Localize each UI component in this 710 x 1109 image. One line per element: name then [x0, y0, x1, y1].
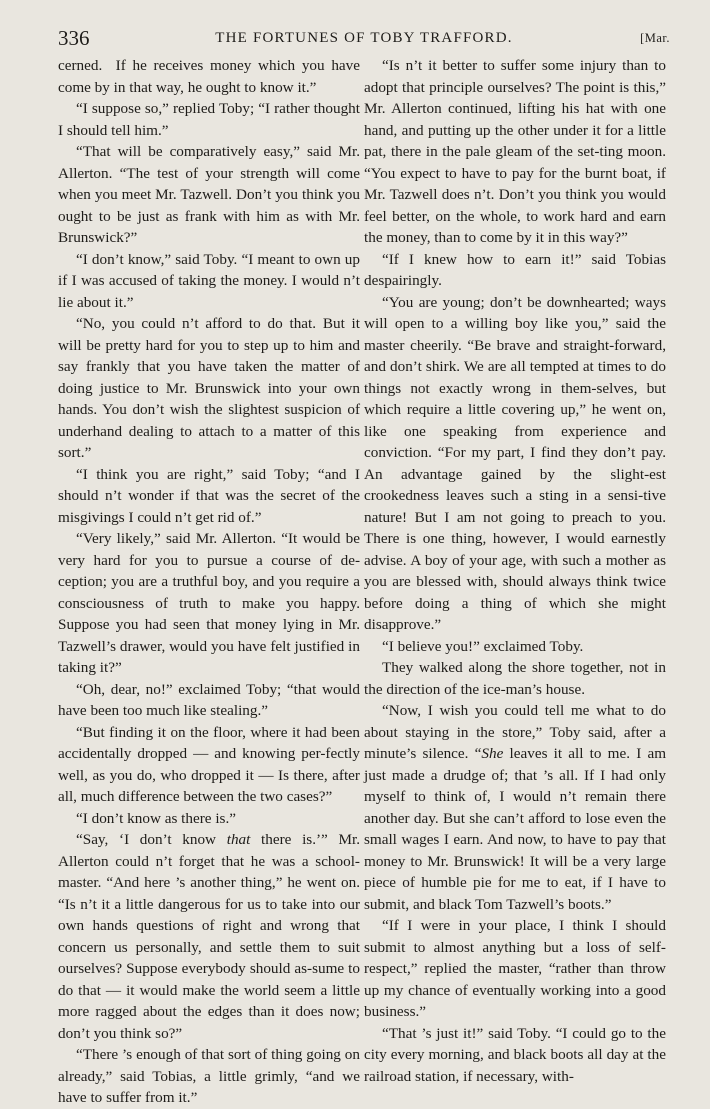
paragraph: “But finding it on the floor, where it had been accidentally dropped — and knowing per-fectly well, as you do, who dropped it — Is there, after all, much difference between the two cases?” — [58, 723, 360, 805]
issue-month: [Mar. — [640, 31, 670, 45]
paragraph: They walked along the shore together, not in the direction of the ice-man’s house. — [364, 659, 666, 698]
paragraph: “I don’t know as there is.” — [76, 809, 236, 827]
paragraph: cerned. If he receives money which you have come by in that way, he ought to know it.” — [58, 57, 360, 96]
paragraph: “Very likely,” said Mr. Allerton. “It would be very hard for you to pursue a course of de-ception; you are a truthful boy, and you require a consciousness of truth to make you happy. Suppose you had seen that money lying in Mr. Tazwell’s drawer, would you have felt justified in taking it?” — [58, 530, 360, 676]
paragraph: “That ’s just it!” said Toby. “I could go to the city every morning, and black boots all day at the railroad station, if necessary, with- — [364, 1024, 666, 1085]
running-title: THE FORTUNES OF TOBY TRAFFORD. — [215, 30, 513, 46]
right-column — [364, 55, 666, 1087]
page-header — [58, 28, 670, 52]
paragraph: “No, you could n’t afford to do that. But it will be pretty hard for you to step up to him and say frankly that you have taken the matter of doing justice to Mr. Brunswick into your own hands. You don’t wish the slightest suspicion of underhand dealing to attach to a matter of this sort.” — [58, 315, 360, 461]
paragraph: “If I were in your place, I think I should submit to almost anything but a loss of self-respect,” replied the master, “rather than throw up my chance of eventually working into a good business.” — [364, 917, 666, 1020]
paragraph: “Oh, dear, no!” exclaimed Toby; “that would have been too much like stealing.” — [58, 680, 360, 719]
paragraph: “I don’t know,” said Toby. “I meant to own up if I was accused of taking the money. I would n’t lie about it.” — [58, 250, 360, 311]
paragraph: “I believe you!” exclaimed Toby. — [382, 637, 584, 655]
page-number: 336 — [58, 26, 90, 50]
paragraph: “Say, ‘I don’t know that there is.’” Mr. Allerton could n’t forget that he was a school-master. “And here ’s another thing,” he went on. “Is n’t it a little dangerous for us to take into our own hands questions of right and wrong that concern us personally, and settle them to suit ourselves? Suppose everybody should as-sume to do that — it would make the world seem a little more ragged about the edges than it does now; don’t you think so?” — [58, 831, 360, 1042]
paragraph: “If I knew how to earn it!” said Tobias despairingly. — [364, 250, 666, 289]
paragraph: “That will be comparatively easy,” said Mr. Allerton. “The test of your strength will come when you meet Mr. Tazwell. Don’t you think you ought to be just as frank with him as with Mr. Brunswick?” — [58, 143, 360, 246]
paragraph: “I think you are right,” said Toby; “and I should n’t wonder if that was the secret of the misgivings I could n’t get rid of.” — [58, 465, 360, 526]
paragraph: “Now, I wish you could tell me what to do about staying in the store,” Toby said, after a minute’s silence. “She leaves it all to me. I am just made a drudge of; that ’s all. If I had only myself to think of, I would n’t remain there another day. But she can’t afford to lose even the small wages I earn. And now, to have to pay that money to Mr. Brunswick! It will be a very large piece of humble pie for me to eat, if I have to submit, and black Tom Tazwell’s boots.” — [364, 702, 667, 913]
paragraph: “Is n’t it better to suffer some injury than to adopt that principle ourselves? The point is this,” Mr. Allerton continued, lifting his hat with one hand, and putting up the other under it for a little pat, there in the pale gleam of the set-ting moon. “You expect to have to pay for the burnt boat, if Mr. Tazwell does n’t. Don’t you think you would feel better, on the whole, to work hard and earn the money, than to come by it in this way?” — [364, 57, 666, 246]
left-column — [58, 55, 360, 1109]
paragraph: “I suppose so,” replied Toby; “I rather thought I should tell him.” — [58, 100, 360, 139]
paragraph: “There ’s enough of that sort of thing going on already,” said Tobias, a little grimly, “and we have to suffer from it.” — [58, 1046, 360, 1106]
paragraph: “You are young; don’t be downhearted; ways will open to a willing boy like you,” said the master cheerily. “Be brave and straight-forward, and don’t shirk. We are all tempted at times to do things not exactly wrong in them-selves, but which require a little covering up,” he went on, like one speaking from experience and conviction. “For my part, I find they don’t pay. An advantage gained by the slight-est crookedness leaves such a sting in a sensi-tive nature! But I am not going to preach to you. There is one thing, however, I would earnestly advise. A boy of your age, with such a mother as you are blessed with, should always think twice before doing a thing of which she might disapprove.” — [364, 293, 666, 633]
